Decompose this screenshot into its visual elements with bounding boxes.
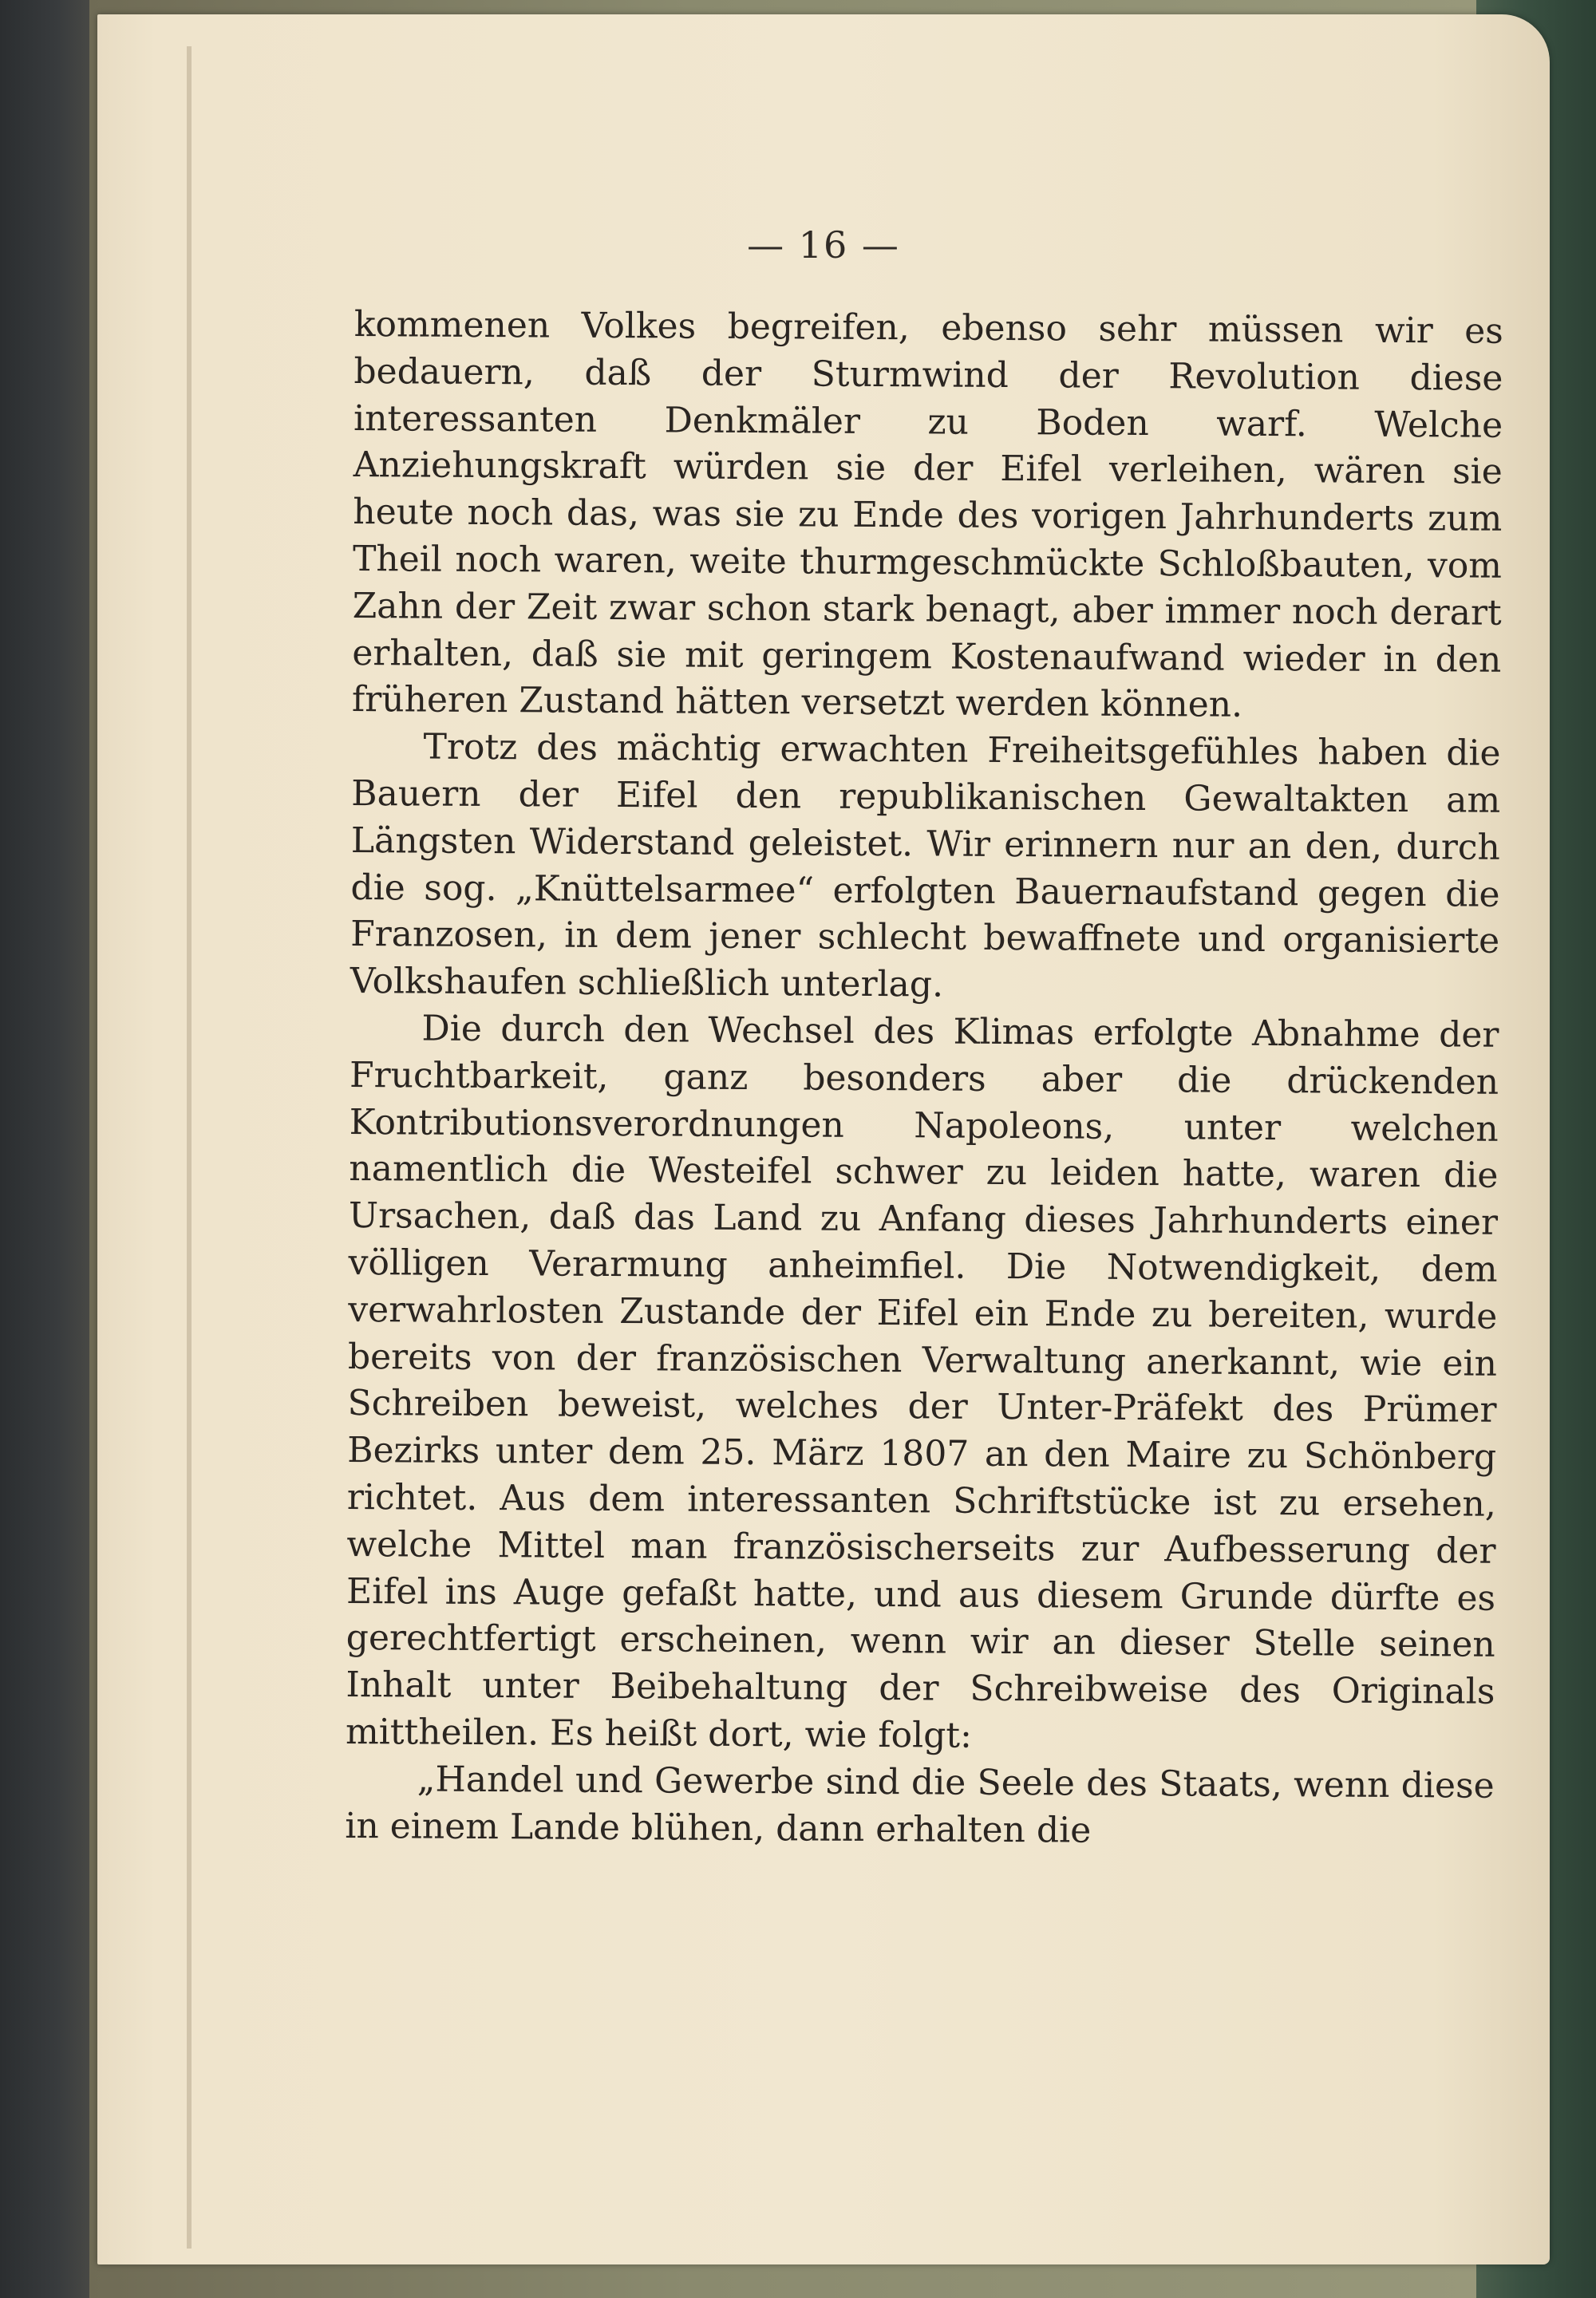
- page-gutter-shadow: [187, 46, 192, 2249]
- paragraph-2: Trotz des mächtig erwachten Freiheitsgefühles haben die Bauern der Eifel den republikanischen Gewaltakten am Längsten Widerstand geleistet. Wir erinnern nur an den, durch die sog. „Knüttelsarmee“ erfolgten Bauernaufstand gegen die Franzosen, in dem jener schlecht bewaffnete und organisierte Volkshaufen schließlich unterlag.: [350, 726, 1501, 1005]
- page-number: — 16 —: [747, 223, 900, 267]
- scan-background-left: [0, 0, 94, 2298]
- paragraph-1: kommenen Volkes begreifen, ebenso sehr müssen wir es bedauern, daß der Sturmwind der Revolution diese interessanten Denkmäler zu Boden warf. Welche Anziehungskraft würden sie der Eifel verleihen, wären sie heute noch das, was sie zu Ende des vorigen Jahrhunderts zum Theil noch waren, weite thurmgeschmückte Schloßbauten, vom Zahn der Zeit zwar schon stark benagt, aber immer noch derart erhalten, daß sie mit geringem Kostenaufwand wieder in den früheren Zustand hätten versetzt werden können.: [351, 303, 1503, 726]
- paragraph-3: Die durch den Wechsel des Klimas erfolgte Abnahme der Fruchtbarkeit, ganz besonders aber die drückenden Kontributionsverordnungen Napoleons, unter welchen namentlich die Westeifel schwer zu leiden hatte, waren die Ursachen, daß das Land zu Anfang dieses Jahrhunderts einer völligen Verarmung anheimfiel. Die Notwendigkeit, dem verwahrlosten Zustande der Eifel ein Ende zu bereiten, wurde bereits von der französischen Verwaltung anerkannt, wie ein Schreiben beweist, welches der Unter-Präfekt des Prümer Bezirks unter dem 25. März 1807 an den Maire zu Schönberg richtet. Aus dem interessanten Schriftstücke ist zu ersehen, welche Mittel man französischerseits zur Aufbesserung der Eifel ins Auge gefaßt hatte, und aus diesem Grunde dürfte es gerechtfertigt erscheinen, wenn wir an dieser Stelle seinen Inhalt unter Beibehaltung der Schreibweise des Originals mittheilen. Es heißt dort, wie folgt:: [345, 1008, 1499, 1756]
- book-page: [97, 14, 1550, 2264]
- page-body: [345, 302, 1503, 1857]
- paragraph-4: „Handel und Gewerbe sind die Seele des Staats, wenn diese in einem Lande blühen, dann erhalten die: [345, 1759, 1495, 1851]
